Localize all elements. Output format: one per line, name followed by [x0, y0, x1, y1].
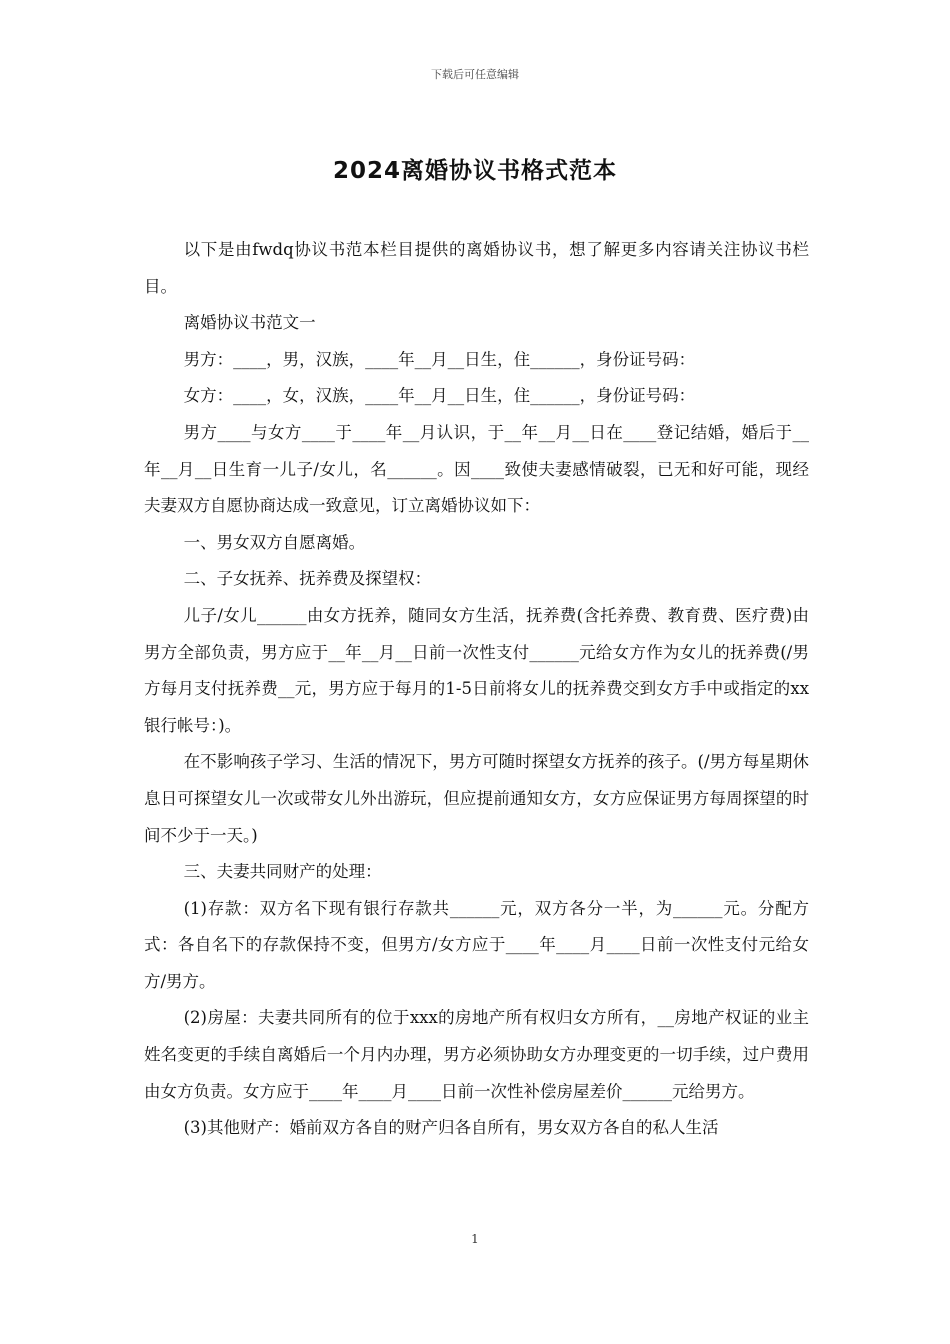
- paragraph-female-party: 女方：____，女，汉族，____年__月__日生，住______，身份证号码：: [183, 386, 696, 406]
- paragraph-clause-1: 一、男女双方自愿离婚。: [183, 532, 366, 552]
- paragraph-visitation: 在不影响孩子学习、生活的情况下，男方可随时探望女方抚养的孩子。(/男方每星期休息日可探望女儿一次或带女儿外出游玩，但应提前通知女方，女方应保证男方每周探望的时间不少于一天。): [144, 752, 809, 845]
- paragraph-background: 男方____与女方____于____年__月认识，于__年__月__日在____登记结婚，婚后于__年__月__日生育一儿子/女儿，名______。因____致使夫妻感情破裂，已无和好可能，现经夫妻双方自愿协商达成一致意见，订立离婚协议如下：: [144, 422, 809, 516]
- paragraph-other-property: (3)其他财产：婚前双方各自的财产归各自所有，男女双方各自的私人生活: [183, 1118, 719, 1138]
- document-title: 2024离婚协议书格式范本: [332, 158, 617, 184]
- paragraph-clause-3: 三、夫妻共同财产的处理：: [183, 862, 382, 882]
- header-note: 下载后可任意编辑: [431, 68, 519, 81]
- paragraph-deposits: (1)存款：双方名下现有银行存款共______元，双方各分一半，为______元。分配方式：各自名下的存款保持不变，但男方/女方应于____年____月____日前一次性支付元给女方/男方。: [144, 898, 809, 991]
- paragraph-child-support: 儿子/女儿______由女方抚养，随同女方生活，抚养费(含托养费、教育费、医疗费)由男方全部负责，男方应于__年__月__日前一次性支付______元给女方作为女儿的抚养费(/男方每月支付抚养费__元，男方应于每月的1-5日前将女儿的抚养费交到女方手中或指定的xx银行帐号：)。: [144, 605, 809, 735]
- paragraph-clause-2: 二、子女抚养、抚养费及探望权：: [183, 569, 432, 589]
- paragraph-section-heading: 离婚协议书范文一: [183, 313, 316, 333]
- paragraph-intro: 以下是由fwdq协议书范本栏目提供的离婚协议书，想了解更多内容请关注协议书栏目。: [144, 240, 809, 296]
- paragraph-house: (2)房屋：夫妻共同所有的位于xxx的房地产所有权归女方所有，__房地产权证的业主姓名变更的手续自离婚后一个月内办理，男方必须协助女方办理变更的一切手续，过户费用由女方负责。女方应于____年____月____日前一次性补偿房屋差价______元给男方。: [144, 1008, 809, 1101]
- paragraph-male-party: 男方：____，男，汉族，____年__月__日生，住______，身份证号码：: [183, 349, 696, 369]
- document-body: [144, 232, 809, 1147]
- page-number: 1: [471, 1232, 479, 1246]
